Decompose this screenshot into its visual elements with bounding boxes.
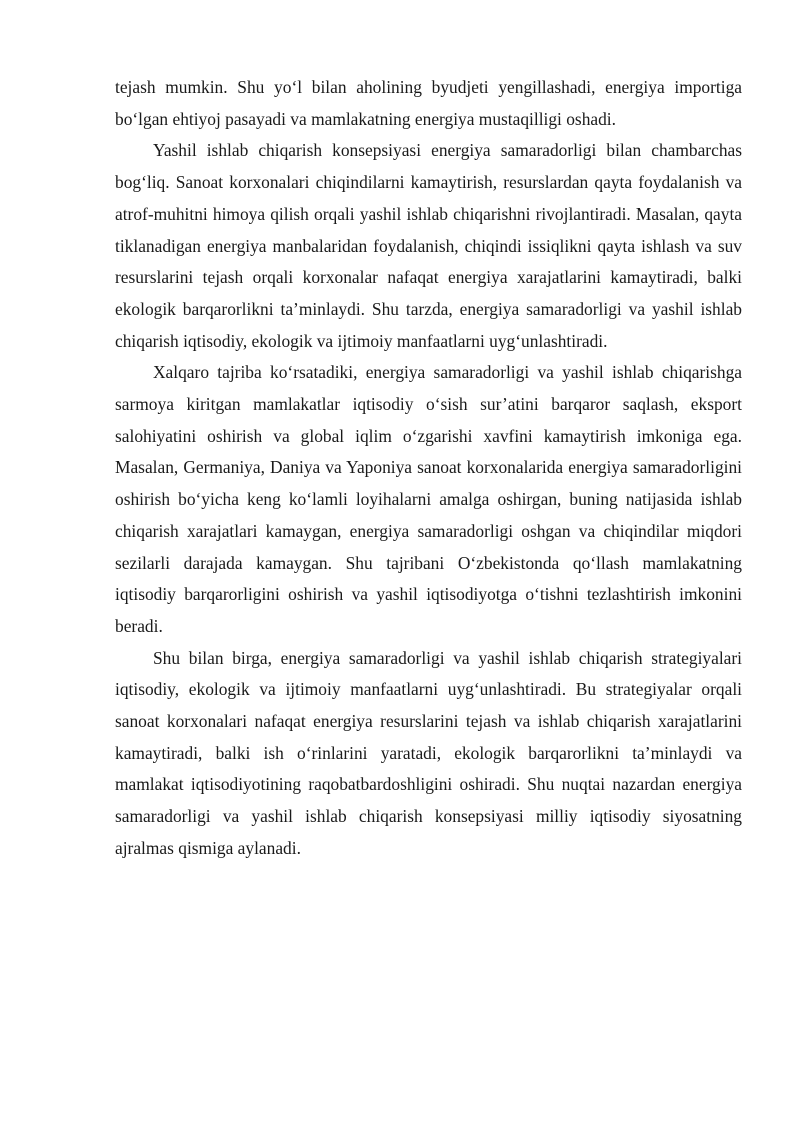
paragraph-continuation: tejash mumkin. Shu yo‘l bilan aholining byudjeti yengillashadi, energiya importiga bo‘lgan ehtiyoj pasayadi va mamlakatning energiya mustaqilligi oshadi.	[115, 77, 742, 129]
paragraph-green-production: Yashil ishlab chiqarish konsepsiyasi energiya samaradorligi bilan chambarchas bog‘liq. Sanoat korxonalari chiqindilarni kamaytirish, resurslardan qayta foydalanish va atrof-muhitni himoya qilish orqali yashil ishlab chiqarishni rivojlantiradi. Masalan, qayta tiklanadigan energiya manbalaridan foydalanish, chiqindi issiqlikni qayta ishlash va suv resurslarini tejash orqali korxonalar nafaqat energiya xarajatlarini kamaytiradi, balki ekologik barqarorlikni ta’minlaydi. Shu tarzda, energiya samaradorligi va yashil ishlab chiqarish iqtisodiy, ekologik va ijtimoiy manfaatlarni uyg‘unlashtiradi.	[115, 140, 742, 351]
paragraph-strategies: Shu bilan birga, energiya samaradorligi va yashil ishlab chiqarish strategiyalari iqtisodiy, ekologik va ijtimoiy manfaatlarni uyg‘unlashtiradi. Bu strategiyalar orqali sanoat korxonalari nafaqat energiya resurslarini tejash va ishlab chiqarish xarajatlarini kamaytiradi, balki ish o‘rinlarini yaratadi, ekologik barqarorlikni ta’minlaydi va mamlakat iqtisodiyotining raqobatbardoshligini oshiradi. Shu nuqtai nazardan energiya samaradorligi va yashil ishlab chiqarish konsepsiyasi milliy iqtisodiy siyosatning ajralmas qismiga aylanadi.	[115, 647, 742, 858]
paragraph-international-experience: Xalqaro tajriba ko‘rsatadiki, energiya samaradorligi va yashil ishlab chiqarishga sarmoya kiritgan mamlakatlar iqtisodiy o‘sish sur’atini barqaror saqlash, eksport salohiyatini oshirish va global iqlim o‘zgarishi xavfini kamaytirish imkoniga ega. Masalan, Germaniya, Daniya va Yaponiya sanoat korxonalarida energiya samaradorligini oshirish bo‘yicha keng ko‘lamli loyihalarni amalga oshirgan, buning natijasida ishlab chiqarish xarajatlari kamaygan, energiya samaradorligi oshgan va chiqindilar miqdori sezilarli darajada kamaygan. Shu tajribani O‘zbekistonda qo‘llash mamlakatning iqtisodiy barqarorligini oshirish va yashil iqtisodiyotga o‘tishni tezlashtirish imkonini beradi.	[115, 362, 742, 636]
document-page	[115, 72, 742, 865]
